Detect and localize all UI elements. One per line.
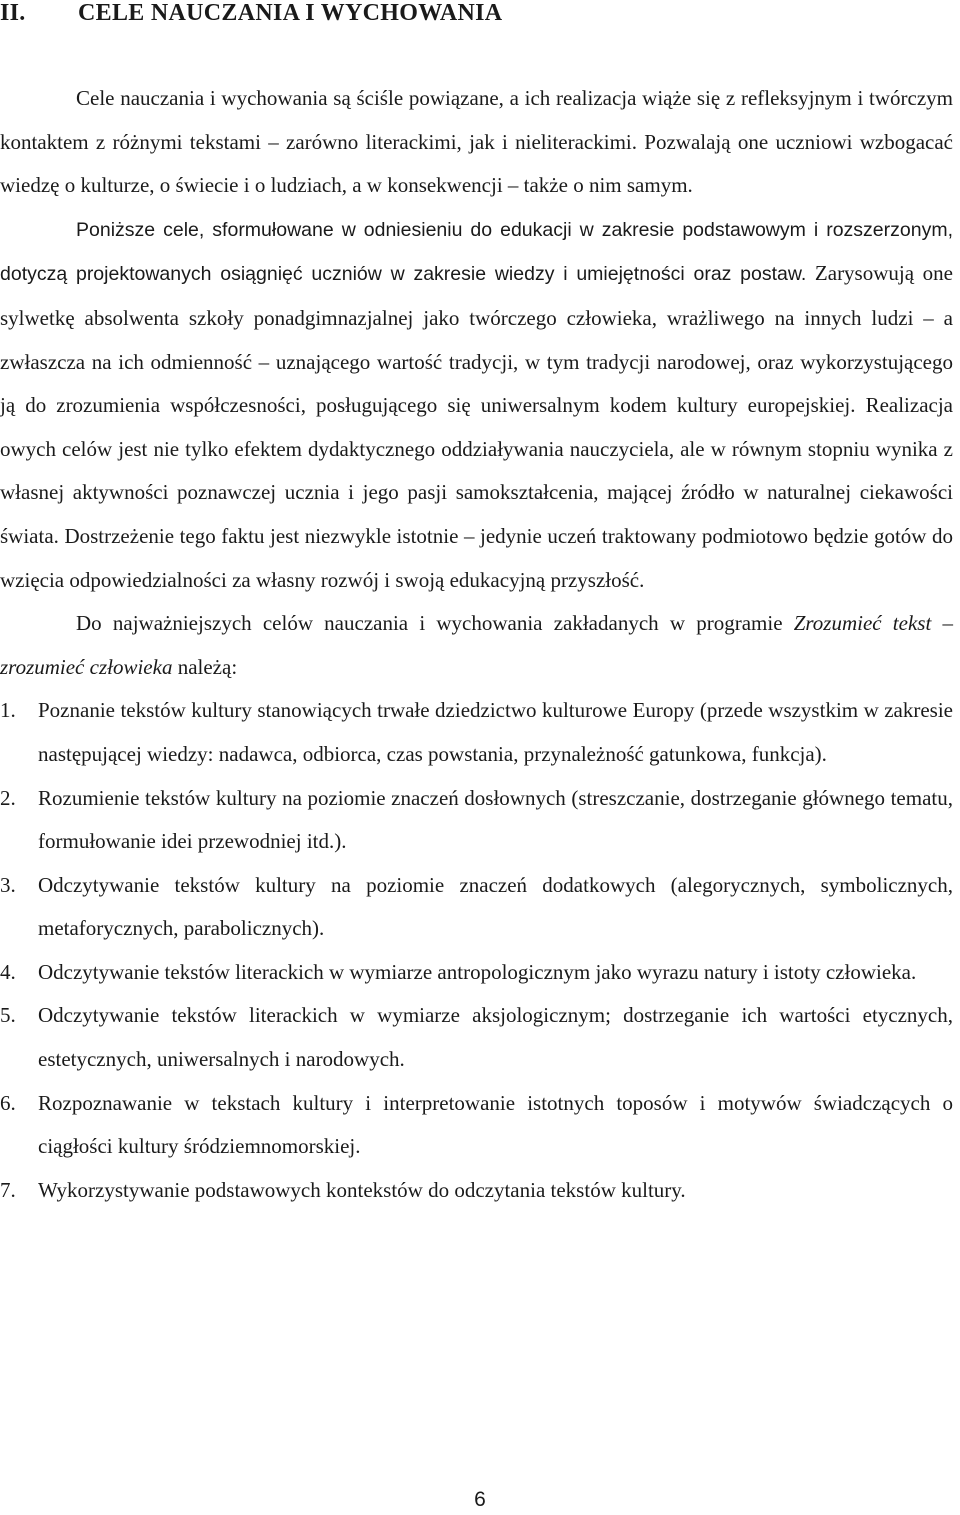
list-item-number: 2. xyxy=(0,785,16,810)
list-item-number: 1. xyxy=(0,698,16,723)
list-item-text: Poznanie tekstów kultury stanowiących trwałe dziedzictwo kulturowe Europy (przede wszystkim w zakresie następującej wiedzy: nadawca, odbiorca, czas powstania, przynależność gatunkowa, funkcja). xyxy=(38,698,953,766)
list-item-text: Odczytywanie tekstów kultury na poziomie znaczeń dodatkowych (alegorycznych, symbolicznych, metaforycznych, parabolicznych). xyxy=(38,872,953,941)
program-title: Zrozumieć tekst – zrozumieć człowieka xyxy=(0,611,953,679)
list-item xyxy=(0,777,953,864)
list-item xyxy=(0,1082,953,1169)
list-intro-prefix: Do najważniejszych celów nauczania i wychowania zakładanych w programie xyxy=(76,611,794,636)
list-item xyxy=(0,689,953,776)
list-item-text: Rozumienie tekstów kultury na poziomie znaczeń dosłownych (streszczanie, dostrzeganie głównego tematu, formułowanie idei przewodniej itd.). xyxy=(38,785,953,854)
section-number: II. xyxy=(0,0,26,26)
list-item-number: 3. xyxy=(0,872,16,897)
list-item xyxy=(0,1169,953,1213)
page-number: 6 xyxy=(474,1488,486,1511)
list-item-text: Wykorzystywanie podstawowych kontekstów do odczytania tekstów kultury. xyxy=(38,1177,686,1202)
paragraph-goals-serif-part: Zarysowują one sylwetkę absolwenta szkoły ponadgimnazjalnej jako twórczego człowieka, wrażliwego na innych ludzi – a zwłaszcza na ich odmienność – uznającego wartość tradycji, w tym tradycji narodowej, oraz wykorzystującego ją do zrozumienia współczesności, posługującego się uniwersalnym kodem kultury europejskiej. Realizacja owych celów jest nie tylko efektem dydaktycznego oddziaływania nauczyciela, ale w równym stopniu wynika z własnej aktywności poznawczej ucznia i jego pasji samokształcenia, mającej źródło w naturalnej ciekawości świata. Dostrzeżenie tego faktu jest niezwykle istotnie – jedynie uczeń traktowany podmiotowo będzie gotów do wzięcia odpowiedzialności za własny rozwój i swoją edukacyjną przyszłość. xyxy=(0,261,953,592)
list-item-text: Odczytywanie tekstów literackich w wymiarze antropologicznym jako wyrazu natury i istoty człowieka. xyxy=(38,959,917,984)
list-item-text: Odczytywanie tekstów literackich w wymiarze aksjologicznym; dostrzeganie ich wartości etycznych, estetycznych, uniwersalnych i narodowych. xyxy=(38,1003,953,1072)
paragraph-goals-description xyxy=(0,208,953,602)
list-item xyxy=(0,864,953,951)
paragraph-goals-sans-part: Poniższe cele, sformułowane w odniesieniu do edukacji w zakresie podstawowym i rozszerzonym, dotyczą projektowanych osiągnięć uczniów w zakresie wiedzy i umiejętności oraz postaw. xyxy=(0,218,953,286)
list-item-number: 7. xyxy=(0,1177,16,1202)
list-item xyxy=(0,951,953,995)
list-item-text: Rozpoznawanie w tekstach kultury i interpretowanie istotnych toposów i motywów świadczących o ciągłości kultury śródziemnomorskiej. xyxy=(38,1090,953,1159)
paragraph-intro: Cele nauczania i wychowania są ściśle powiązane, a ich realizacja wiąże się z refleksyjnym i twórczym kontaktem z różnymi tekstami – zarówno literackimi, jak i nieliterackimi. Pozwalają one uczniowi wzbogacać wiedzę o kulturze, o świecie i o ludziach, a w konsekwencji – także o nim samym. xyxy=(0,86,953,198)
list-item-number: 5. xyxy=(0,1003,16,1028)
list-item-number: 4. xyxy=(0,959,16,984)
list-item xyxy=(0,994,953,1081)
section-title: CELE NAUCZANIA I WYCHOWANIA xyxy=(78,0,503,26)
goals-list xyxy=(0,689,953,1212)
document-body xyxy=(0,77,953,1212)
list-item-number: 6. xyxy=(0,1090,16,1115)
list-intro-suffix: należą: xyxy=(172,654,238,679)
paragraph-list-intro xyxy=(0,602,953,689)
section-heading xyxy=(0,0,502,38)
